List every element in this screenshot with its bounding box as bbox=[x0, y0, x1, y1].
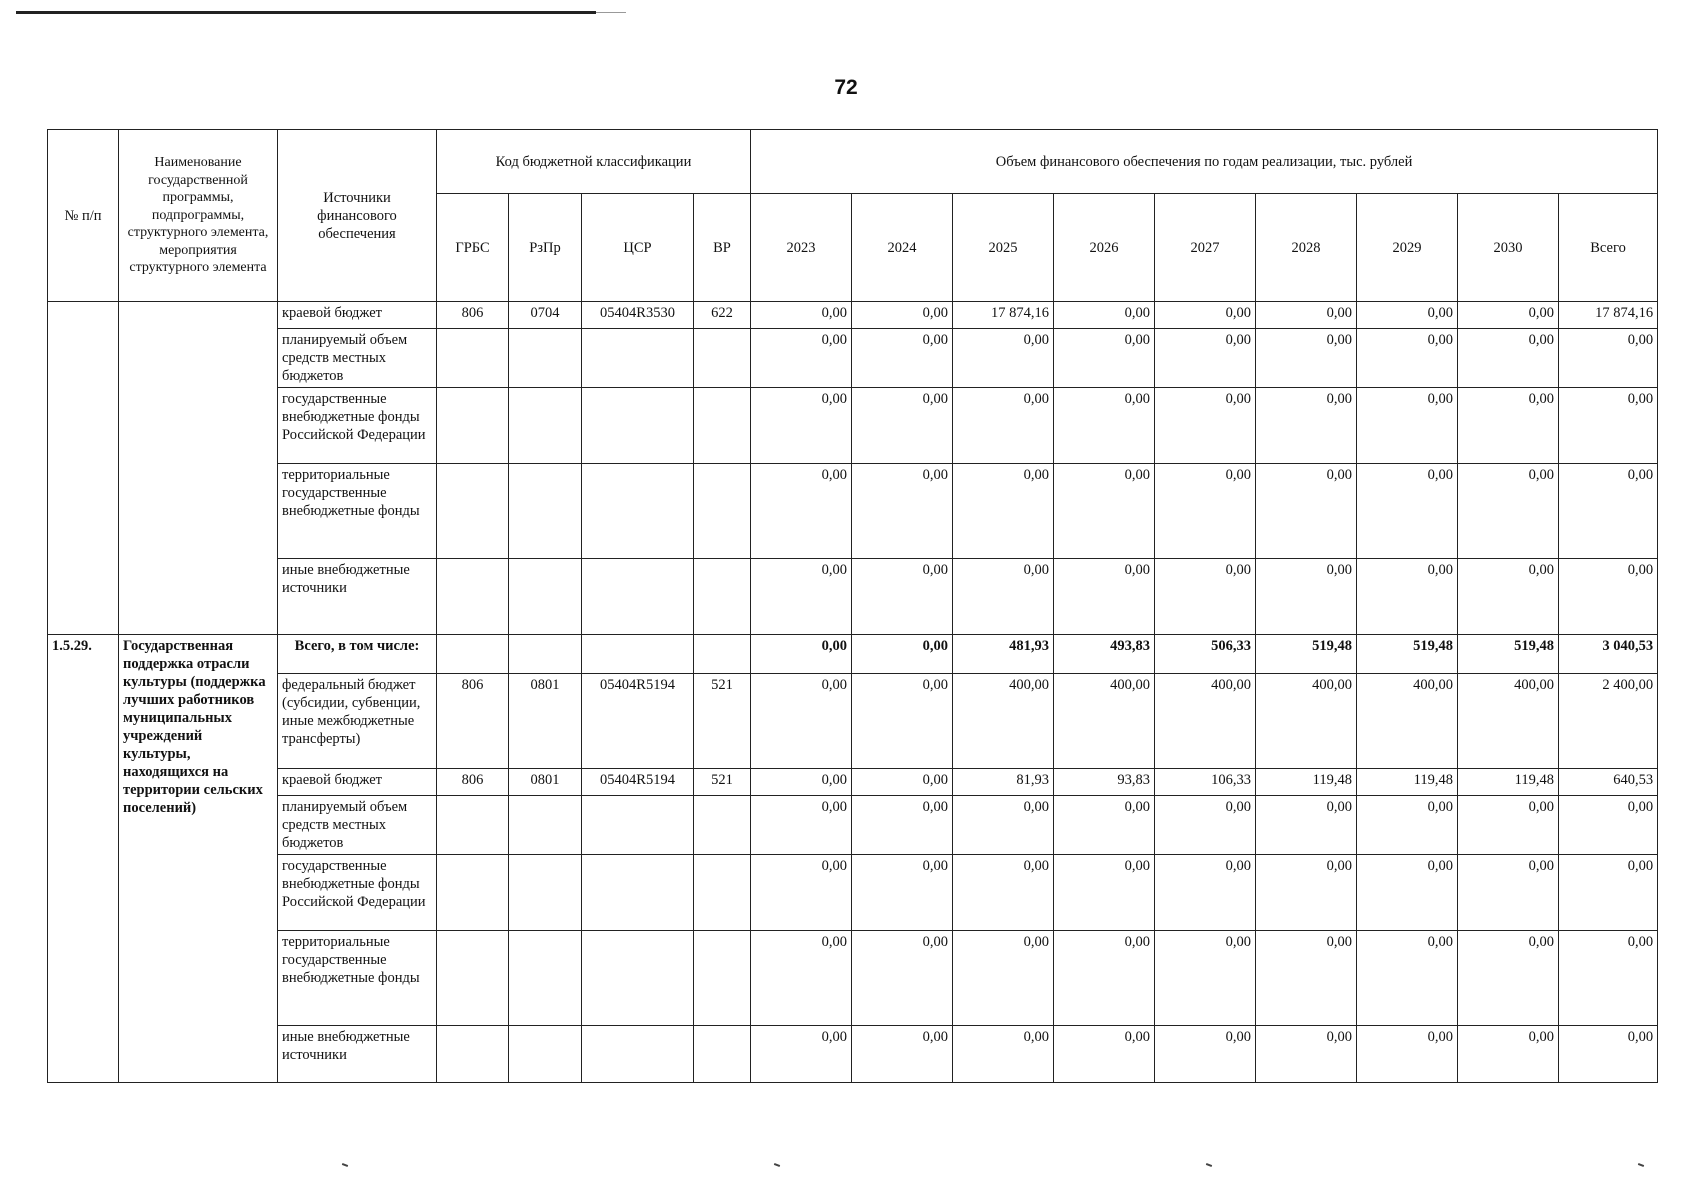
amount-year: 0,00 bbox=[1155, 796, 1256, 855]
amount-year: 400,00 bbox=[1357, 674, 1458, 769]
amount-year: 400,00 bbox=[1458, 674, 1559, 769]
header-vr: ВР bbox=[694, 194, 751, 302]
header-year: 2023 bbox=[751, 194, 852, 302]
amount-year: 400,00 bbox=[1155, 674, 1256, 769]
amount-year: 0,00 bbox=[1155, 464, 1256, 559]
amount-year: 0,00 bbox=[1458, 464, 1559, 559]
code-vr bbox=[694, 931, 751, 1026]
scan-mark bbox=[774, 1163, 780, 1167]
table-row bbox=[48, 388, 1658, 464]
code-vr: 521 bbox=[694, 674, 751, 769]
amount-year: 0,00 bbox=[1256, 1026, 1357, 1083]
amount-year: 0,00 bbox=[1357, 855, 1458, 931]
row-name: Государственная поддержка отрасли культуры (поддержка лучших работников муниципальных учреждений культуры, находящихся на территории сельских поселений) bbox=[119, 635, 278, 1083]
amount-year: 0,00 bbox=[751, 796, 852, 855]
amount-year: 119,48 bbox=[1357, 769, 1458, 796]
code-csr bbox=[582, 559, 694, 635]
amount-year: 0,00 bbox=[1054, 559, 1155, 635]
code-rzpr bbox=[509, 796, 582, 855]
header-budget-code-group: Код бюджетной классификации bbox=[437, 130, 751, 194]
amount-year: 17 874,16 bbox=[953, 302, 1054, 329]
scan-mark bbox=[342, 1163, 348, 1167]
amount-year: 0,00 bbox=[1458, 559, 1559, 635]
header-grbs: ГРБС bbox=[437, 194, 509, 302]
amount-year: 0,00 bbox=[953, 796, 1054, 855]
funding-source: государственные внебюджетные фонды Российской Федерации bbox=[278, 855, 437, 931]
code-rzpr: 0704 bbox=[509, 302, 582, 329]
amount-year: 0,00 bbox=[852, 855, 953, 931]
code-vr: 521 bbox=[694, 769, 751, 796]
amount-year: 0,00 bbox=[953, 464, 1054, 559]
amount-year: 81,93 bbox=[953, 769, 1054, 796]
amount-total: 0,00 bbox=[1559, 855, 1658, 931]
table-body bbox=[48, 302, 1658, 1083]
table-row bbox=[48, 769, 1658, 796]
code-csr bbox=[582, 329, 694, 388]
scan-mark bbox=[1206, 1163, 1212, 1167]
amount-year: 0,00 bbox=[1054, 388, 1155, 464]
table-row bbox=[48, 559, 1658, 635]
amount-year: 0,00 bbox=[852, 388, 953, 464]
table-row bbox=[48, 329, 1658, 388]
amount-total: 2 400,00 bbox=[1559, 674, 1658, 769]
amount-year: 0,00 bbox=[751, 464, 852, 559]
amount-year: 0,00 bbox=[1458, 388, 1559, 464]
code-grbs bbox=[437, 329, 509, 388]
amount-total: 0,00 bbox=[1559, 388, 1658, 464]
amount-year: 0,00 bbox=[751, 302, 852, 329]
amount-year: 0,00 bbox=[1357, 464, 1458, 559]
header-csr: ЦСР bbox=[582, 194, 694, 302]
amount-total: 0,00 bbox=[1559, 796, 1658, 855]
code-grbs bbox=[437, 931, 509, 1026]
amount-year: 0,00 bbox=[852, 329, 953, 388]
amount-year: 119,48 bbox=[1256, 769, 1357, 796]
amount-year: 0,00 bbox=[1458, 302, 1559, 329]
amount-total: 3 040,53 bbox=[1559, 635, 1658, 674]
amount-year: 0,00 bbox=[1256, 796, 1357, 855]
amount-total: 0,00 bbox=[1559, 1026, 1658, 1083]
amount-year: 0,00 bbox=[1458, 329, 1559, 388]
amount-year: 0,00 bbox=[953, 329, 1054, 388]
amount-year: 0,00 bbox=[852, 1026, 953, 1083]
code-grbs bbox=[437, 464, 509, 559]
amount-year: 0,00 bbox=[852, 769, 953, 796]
amount-year: 400,00 bbox=[953, 674, 1054, 769]
table-row bbox=[48, 1026, 1658, 1083]
code-rzpr: 0801 bbox=[509, 674, 582, 769]
amount-year: 0,00 bbox=[1155, 388, 1256, 464]
amount-year: 0,00 bbox=[751, 635, 852, 674]
amount-year: 0,00 bbox=[1458, 796, 1559, 855]
table-row bbox=[48, 855, 1658, 931]
table-row bbox=[48, 796, 1658, 855]
amount-year: 0,00 bbox=[751, 329, 852, 388]
funding-source: планируемый объем средств местных бюджетов bbox=[278, 796, 437, 855]
code-vr bbox=[694, 1026, 751, 1083]
amount-year: 119,48 bbox=[1458, 769, 1559, 796]
amount-year: 519,48 bbox=[1357, 635, 1458, 674]
code-grbs: 806 bbox=[437, 769, 509, 796]
funding-source: государственные внебюджетные фонды Российской Федерации bbox=[278, 388, 437, 464]
code-grbs bbox=[437, 388, 509, 464]
code-rzpr bbox=[509, 464, 582, 559]
amount-year: 0,00 bbox=[1357, 302, 1458, 329]
amount-year: 0,00 bbox=[751, 559, 852, 635]
code-csr bbox=[582, 931, 694, 1026]
code-grbs: 806 bbox=[437, 674, 509, 769]
amount-total: 17 874,16 bbox=[1559, 302, 1658, 329]
code-grbs bbox=[437, 635, 509, 674]
code-grbs bbox=[437, 559, 509, 635]
amount-year: 0,00 bbox=[852, 931, 953, 1026]
amount-year: 93,83 bbox=[1054, 769, 1155, 796]
amount-year: 400,00 bbox=[1054, 674, 1155, 769]
amount-year: 0,00 bbox=[852, 302, 953, 329]
table-header bbox=[48, 130, 1658, 302]
table-row bbox=[48, 635, 1658, 674]
amount-year: 0,00 bbox=[1458, 931, 1559, 1026]
amount-year: 0,00 bbox=[1155, 329, 1256, 388]
code-rzpr bbox=[509, 1026, 582, 1083]
code-vr bbox=[694, 559, 751, 635]
code-grbs bbox=[437, 855, 509, 931]
amount-year: 0,00 bbox=[1458, 855, 1559, 931]
funding-source: планируемый объем средств местных бюджетов bbox=[278, 329, 437, 388]
code-rzpr: 0801 bbox=[509, 769, 582, 796]
code-rzpr bbox=[509, 855, 582, 931]
funding-source: Всего, в том числе: bbox=[278, 635, 437, 674]
amount-year: 0,00 bbox=[1357, 1026, 1458, 1083]
code-csr bbox=[582, 796, 694, 855]
code-rzpr bbox=[509, 388, 582, 464]
funding-source: территориальные государственные внебюджетные фонды bbox=[278, 464, 437, 559]
amount-year: 0,00 bbox=[1256, 388, 1357, 464]
code-csr: 05404R3530 bbox=[582, 302, 694, 329]
amount-year: 0,00 bbox=[852, 559, 953, 635]
amount-year: 0,00 bbox=[1054, 855, 1155, 931]
code-vr bbox=[694, 855, 751, 931]
amount-year: 0,00 bbox=[953, 1026, 1054, 1083]
amount-year: 481,93 bbox=[953, 635, 1054, 674]
header-name: Наименование государственной программы, подпрограммы, структурного элемента, мероприятия структурного элемента bbox=[119, 130, 278, 302]
funding-source: иные внебюджетные источники bbox=[278, 559, 437, 635]
code-vr bbox=[694, 329, 751, 388]
amount-year: 0,00 bbox=[852, 635, 953, 674]
amount-year: 0,00 bbox=[1054, 1026, 1155, 1083]
amount-total: 0,00 bbox=[1559, 559, 1658, 635]
code-vr bbox=[694, 635, 751, 674]
code-csr: 05404R5194 bbox=[582, 769, 694, 796]
code-csr bbox=[582, 855, 694, 931]
header-year: 2024 bbox=[852, 194, 953, 302]
page-number: 72 bbox=[834, 76, 858, 99]
amount-year: 106,33 bbox=[1155, 769, 1256, 796]
amount-year: 0,00 bbox=[852, 796, 953, 855]
amount-year: 0,00 bbox=[1458, 1026, 1559, 1083]
amount-year: 0,00 bbox=[1054, 796, 1155, 855]
amount-year: 0,00 bbox=[852, 464, 953, 559]
amount-year: 0,00 bbox=[1054, 329, 1155, 388]
row-number bbox=[48, 302, 119, 635]
amount-year: 0,00 bbox=[953, 931, 1054, 1026]
budget-table bbox=[47, 129, 1658, 1083]
amount-year: 0,00 bbox=[1256, 931, 1357, 1026]
code-csr bbox=[582, 1026, 694, 1083]
header-year: 2025 bbox=[953, 194, 1054, 302]
amount-year: 0,00 bbox=[751, 674, 852, 769]
amount-year: 0,00 bbox=[1357, 796, 1458, 855]
scan-mark bbox=[1638, 1163, 1644, 1167]
amount-year: 0,00 bbox=[1256, 464, 1357, 559]
amount-year: 0,00 bbox=[751, 388, 852, 464]
funding-source: территориальные государственные внебюджетные фонды bbox=[278, 931, 437, 1026]
header-year: 2026 bbox=[1054, 194, 1155, 302]
header-year: 2029 bbox=[1357, 194, 1458, 302]
amount-year: 0,00 bbox=[1357, 559, 1458, 635]
code-csr bbox=[582, 464, 694, 559]
amount-year: 0,00 bbox=[852, 674, 953, 769]
amount-year: 506,33 bbox=[1155, 635, 1256, 674]
header-number: № п/п bbox=[48, 130, 119, 302]
table-row bbox=[48, 674, 1658, 769]
amount-year: 0,00 bbox=[751, 1026, 852, 1083]
amount-year: 519,48 bbox=[1458, 635, 1559, 674]
header-rzpr: РзПр bbox=[509, 194, 582, 302]
amount-year: 0,00 bbox=[1256, 855, 1357, 931]
amount-year: 493,83 bbox=[1054, 635, 1155, 674]
header-source: Источники финансового обеспечения bbox=[278, 130, 437, 302]
code-csr: 05404R5194 bbox=[582, 674, 694, 769]
code-vr: 622 bbox=[694, 302, 751, 329]
funding-source: иные внебюджетные источники bbox=[278, 1026, 437, 1083]
header-year: 2028 bbox=[1256, 194, 1357, 302]
code-csr bbox=[582, 388, 694, 464]
amount-year: 0,00 bbox=[1357, 329, 1458, 388]
top-rule-thin bbox=[596, 12, 626, 13]
amount-total: 640,53 bbox=[1559, 769, 1658, 796]
amount-total: 0,00 bbox=[1559, 464, 1658, 559]
row-name bbox=[119, 302, 278, 635]
amount-year: 0,00 bbox=[751, 931, 852, 1026]
amount-year: 0,00 bbox=[1256, 302, 1357, 329]
row-number: 1.5.29. bbox=[48, 635, 119, 1083]
amount-year: 0,00 bbox=[1054, 464, 1155, 559]
amount-total: 0,00 bbox=[1559, 931, 1658, 1026]
top-rule bbox=[16, 11, 596, 14]
amount-total: 0,00 bbox=[1559, 329, 1658, 388]
amount-year: 0,00 bbox=[1357, 931, 1458, 1026]
code-vr bbox=[694, 388, 751, 464]
code-csr bbox=[582, 635, 694, 674]
header-volume-group: Объем финансового обеспечения по годам реализации, тыс. рублей bbox=[751, 130, 1658, 194]
amount-year: 0,00 bbox=[751, 855, 852, 931]
amount-year: 400,00 bbox=[1256, 674, 1357, 769]
amount-year: 0,00 bbox=[953, 388, 1054, 464]
amount-year: 0,00 bbox=[1155, 931, 1256, 1026]
amount-year: 0,00 bbox=[953, 855, 1054, 931]
code-vr bbox=[694, 464, 751, 559]
code-vr bbox=[694, 796, 751, 855]
code-grbs bbox=[437, 1026, 509, 1083]
code-grbs: 806 bbox=[437, 302, 509, 329]
amount-year: 0,00 bbox=[1155, 855, 1256, 931]
code-rzpr bbox=[509, 635, 582, 674]
amount-year: 0,00 bbox=[953, 559, 1054, 635]
table-row bbox=[48, 302, 1658, 329]
amount-year: 0,00 bbox=[1357, 388, 1458, 464]
amount-year: 0,00 bbox=[1054, 302, 1155, 329]
amount-year: 0,00 bbox=[1155, 559, 1256, 635]
funding-source: федеральный бюджет (субсидии, субвенции, иные межбюджетные трансферты) bbox=[278, 674, 437, 769]
funding-source: краевой бюджет bbox=[278, 769, 437, 796]
amount-year: 0,00 bbox=[1155, 302, 1256, 329]
code-grbs bbox=[437, 796, 509, 855]
funding-source: краевой бюджет bbox=[278, 302, 437, 329]
amount-year: 0,00 bbox=[1054, 931, 1155, 1026]
header-year: 2027 bbox=[1155, 194, 1256, 302]
code-rzpr bbox=[509, 559, 582, 635]
amount-year: 0,00 bbox=[1155, 1026, 1256, 1083]
header-total: Всего bbox=[1559, 194, 1658, 302]
code-rzpr bbox=[509, 931, 582, 1026]
amount-year: 519,48 bbox=[1256, 635, 1357, 674]
table-row bbox=[48, 464, 1658, 559]
code-rzpr bbox=[509, 329, 582, 388]
header-year: 2030 bbox=[1458, 194, 1559, 302]
amount-year: 0,00 bbox=[751, 769, 852, 796]
amount-year: 0,00 bbox=[1256, 329, 1357, 388]
amount-year: 0,00 bbox=[1256, 559, 1357, 635]
table-row bbox=[48, 931, 1658, 1026]
